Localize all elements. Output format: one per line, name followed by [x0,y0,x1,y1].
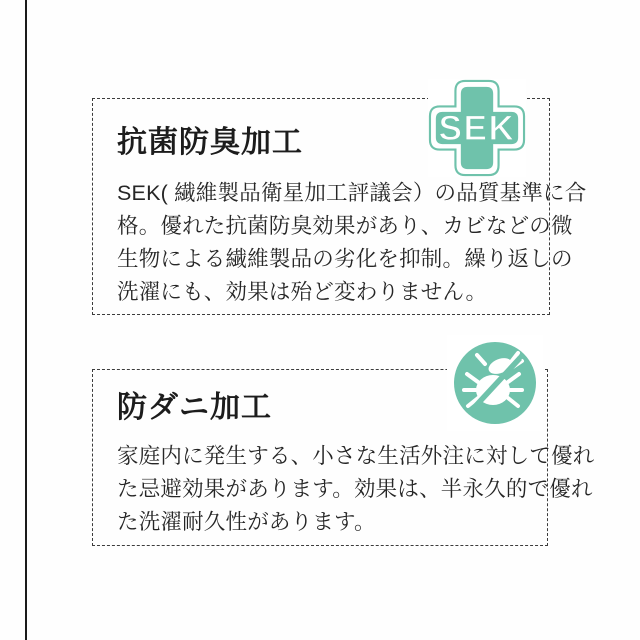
section-body-antibacterial [117,177,587,309]
body-line: た洗濯耐久性があります。 [117,510,376,534]
section-body-antimite [117,440,595,539]
sek-icon-label: SEK [438,108,516,148]
left-border-line [25,0,27,640]
mite-crossed-out-icon [447,335,543,431]
body-line: SEK( 繊維製品衛星加工評議会）の品質基準に合 [117,181,587,205]
body-line: 洗濯にも、効果は殆ど変わりません。 [117,280,488,304]
body-line: 生物による繊維製品の劣化を抑制。繰り返しの [117,247,573,271]
section-title-antimite: 防ダニ加工 [117,391,272,424]
body-line: た忌避効果があります。効果は、半永久的で優れ [117,477,593,501]
sek-cross-icon [428,79,526,177]
sek-certification-icon [428,79,526,177]
body-line: 家庭内に発生する、小さな生活外注に対して優れ [117,444,595,468]
body-line: 格。優れた抗菌防臭効果があり、カビなどの微 [117,214,573,238]
section-title-antibacterial: 抗菌防臭加工 [117,126,303,159]
no-mite-icon [447,335,543,431]
